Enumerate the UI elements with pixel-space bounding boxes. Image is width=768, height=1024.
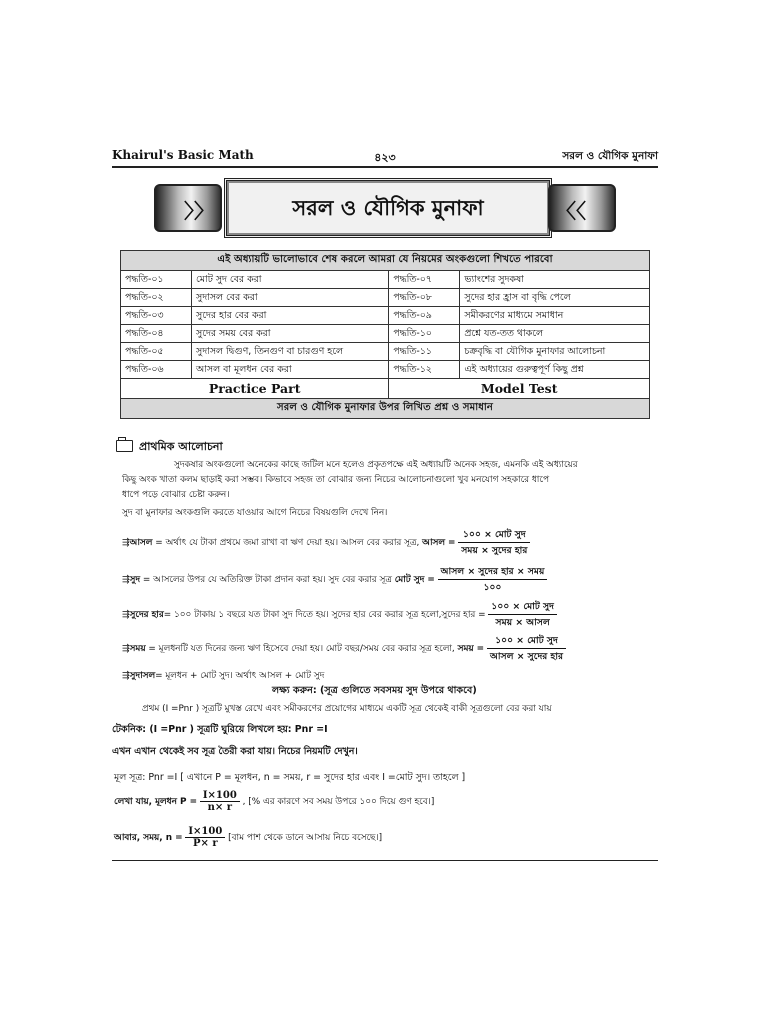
def-text: = মূলধনটি যত দিনের জন্য ঋণ হিসেবে দেয়া হয়। মোট বছর/সময় বের করার সূত্র হলো, xyxy=(145,644,458,654)
method-code: পদ্ধতি-০৭ xyxy=(389,271,460,289)
model-test-label: Model Test xyxy=(389,379,650,399)
page-header xyxy=(112,146,658,168)
written-questions-heading: সরল ও যৌগিক মুনাফার উপর লিখিত প্রশ্ন ও সমাধান xyxy=(121,399,650,419)
def-text: = মূলধন + মোট সুদ। অর্থাৎ আসল + মোট সুদ xyxy=(155,671,325,681)
table-row xyxy=(121,361,650,379)
pointer-icon: ⇶ xyxy=(122,644,130,654)
method-code: পদ্ধতি-০৯ xyxy=(389,307,460,325)
derive-time xyxy=(114,826,644,849)
method-code: পদ্ধতি-০১ xyxy=(121,271,192,289)
chevron-left-icon: 〈〈 xyxy=(556,199,586,223)
note-prothom: প্রথম (I =Pnr ) সূত্রটি মুখস্ত রেখে এবং সমীকরণের প্রয়োগের মাধ্যমে একটি সূত্র থেকেই বাকী সূত্রগুলো বের করা যায় xyxy=(142,704,552,714)
folder-icon xyxy=(116,440,133,452)
method-code: পদ্ধতি-০৩ xyxy=(121,307,192,325)
method-code: পদ্ধতি-০৬ xyxy=(121,361,192,379)
banner-right-arrow xyxy=(548,184,616,232)
topics-heading: এই অধ্যায়টি ভালোভাবে শেষ করলে আমরা যে নিয়মের অংকগুলো শিখতে পারবো xyxy=(121,251,650,271)
method-code: পদ্ধতি-১০ xyxy=(389,325,460,343)
denominator: সময় × সুদের হার xyxy=(461,545,528,556)
table-row xyxy=(121,307,650,325)
intro-line-2: কিছু অংক খাতা কলম ছাড়াই করা সম্ভব। কিভাবে সহজ তা বোঝার জন্য নিচের আলোচনাগুলো খুব মনযোগ সহকারে ধাপে xyxy=(122,475,549,485)
def-text: = ১০০ টাকায় ১ বছরে যত টাকা সুদ দিতে হয়। সুদের হার বের করার সূত্র হলো,সুদের হার = xyxy=(163,610,486,620)
intro-line-4: সুদ বা মুনাফার অংকগুলি করতে যাওয়ার আগে নিচের বিষয়গুলি দেখে নিন। xyxy=(122,508,388,518)
chevron-right-icon: 〉〉 xyxy=(184,199,214,223)
intro-line-3: ধাপে পড়ে বোঝার চেষ্টা করুন। xyxy=(122,490,230,500)
denominator: আসল × সুদের হার xyxy=(489,651,564,662)
chapter-title: সরল ও যৌগিক মুনাফা xyxy=(292,196,484,220)
numerator: I×100 xyxy=(185,826,225,838)
method-name: সুদাসল দ্বিগুণ, তিনগুণ বা চারগুণ হলে xyxy=(192,343,389,361)
note-ekhon: এখন এখান থেকেই সব সূত্র তৈরী করা যায়। নিচের নিয়মটি দেখুন। xyxy=(112,746,358,757)
method-name: সমীকরণের মাধ্যমে সমাধান xyxy=(460,307,650,325)
def-term: সুদ xyxy=(129,575,141,585)
pointer-icon: ⇶ xyxy=(122,671,130,681)
method-code: পদ্ধতি-০৫ xyxy=(121,343,192,361)
method-name: সুদের হার হ্রাস বা বৃদ্ধি পেলে xyxy=(460,289,650,307)
pointer-icon: ⇶ xyxy=(122,575,130,585)
def-har xyxy=(122,599,652,630)
numerator: ১০০ × মোট সুদ xyxy=(458,527,530,543)
note-technique: টেকনিক: (I =Pnr ) সূত্রটি ঘুরিয়ে লিখলে হয়: Pnr =I xyxy=(112,724,328,735)
method-name: আসল বা মূলধন বের করা xyxy=(192,361,389,379)
method-code: পদ্ধতি-০২ xyxy=(121,289,192,307)
numerator: I×100 xyxy=(200,790,240,802)
note-mul-sutro: মূল সূত্র: Pnr =I [ এখানে P = মূলধন, n = সময়, r = সুদের হার এবং I =মোট সুদ। তাহলে ] xyxy=(114,772,466,783)
method-code: পদ্ধতি-১২ xyxy=(389,361,460,379)
table-row xyxy=(121,271,650,289)
method-name: মোট সুদ বের করা xyxy=(192,271,389,289)
page-number: ৪২৩ xyxy=(374,151,396,164)
pointer-icon: ⇶ xyxy=(122,610,130,620)
formula-lhs: সময় = xyxy=(457,644,485,654)
method-code: পদ্ধতি-১১ xyxy=(389,343,460,361)
numerator: ১০০ × মোট সুদ xyxy=(488,599,557,615)
formula-fraction xyxy=(185,826,225,849)
numerator: ১০০ × মোট সুদ xyxy=(487,633,566,649)
formula-lhs: লেখা যায়, মূলধন P = xyxy=(114,797,198,807)
method-name: সুদের সময় বের করা xyxy=(192,325,389,343)
method-name: প্রশ্নে যত-তত থাকলে xyxy=(460,325,650,343)
section-title: প্রাথমিক আলোচনা xyxy=(139,440,223,453)
derive-note: , [% এর কারণে সব সময় উপরে ১০০ দিয়ে গুণ হবে।] xyxy=(242,797,435,807)
formula-fraction xyxy=(438,564,548,595)
def-text: = অর্থাৎ যে টাকা প্রথমে জমা রাখা বা ঋণ দেয়া হয়। আসল বের করার সূত্র, xyxy=(152,538,423,548)
formula-fraction xyxy=(487,633,566,664)
topics-table xyxy=(120,250,650,419)
intro-line-1: সুদকষার অংকগুলো অনেকের কাছে জটিল মনে হলেও প্রকৃতপক্ষে এই অধ্যায়টি অনেক সহজ, এমনকি এই অধ্যায়ের xyxy=(174,460,578,470)
method-code: পদ্ধতি-০৪ xyxy=(121,325,192,343)
page-footer-rule xyxy=(112,860,658,861)
formula-fraction xyxy=(200,790,240,813)
def-sud xyxy=(122,564,652,595)
def-term: সময় xyxy=(129,644,146,654)
formula-lhs: আবার, সময়, n = xyxy=(114,833,183,843)
numerator: আসল × সুদের হার × সময় xyxy=(438,564,548,580)
method-name: সুদের হার বের করা xyxy=(192,307,389,325)
chapter-banner xyxy=(112,178,658,236)
def-term: সুদাসল xyxy=(129,671,156,681)
formula-lhs: মোট সুদ = xyxy=(394,575,435,585)
def-term: সুদের হার xyxy=(129,610,164,620)
pointer-icon: ⇶ xyxy=(122,538,130,548)
method-name: ভ্যাংশের সুদকষা xyxy=(460,271,650,289)
def-text: = আসলের উপর যে অতিরিক্ত টাকা প্রদান করা হয়। সুদ বের করার সূত্র xyxy=(140,575,395,585)
method-name: এই অধ্যায়ের গুরুত্বপূর্ণ কিছু প্রশ্ন xyxy=(460,361,650,379)
method-name: সুদাসল বের করা xyxy=(192,289,389,307)
formula-lhs: আসল = xyxy=(422,538,456,548)
derive-note: [বাম পাশ থেকে ডানে আসায় নিচে বসেছে।] xyxy=(228,833,383,843)
def-sudasol xyxy=(122,668,652,683)
practice-part-label: Practice Part xyxy=(121,379,389,399)
def-asol xyxy=(122,527,652,558)
table-row xyxy=(121,289,650,307)
formula-fraction xyxy=(458,527,530,558)
denominator: ১০০ xyxy=(483,582,502,593)
def-somoy xyxy=(122,633,652,664)
chapter-name: সরল ও যৌগিক মুনাফা xyxy=(562,150,658,162)
def-term: আসল xyxy=(129,538,153,548)
banner-left-arrow xyxy=(154,184,222,232)
banner-title-box xyxy=(224,178,552,238)
note-lokkho: লক্ষ্য করুন: (সূত্র গুলিতে সবসময় সুদ উপরে থাকবে) xyxy=(272,685,477,696)
table-row xyxy=(121,325,650,343)
method-code: পদ্ধতি-০৮ xyxy=(389,289,460,307)
book-title: Khairul's Basic Math xyxy=(112,148,254,162)
denominator: P× r xyxy=(193,838,218,849)
denominator: সময় × আসল xyxy=(495,617,550,628)
denominator: n× r xyxy=(207,802,233,813)
section-heading xyxy=(116,438,223,457)
method-name: চক্রবৃদ্ধি বা যৌগিক মুনাফার আলোচনা xyxy=(460,343,650,361)
table-row xyxy=(121,343,650,361)
formula-fraction xyxy=(488,599,557,630)
derive-principal xyxy=(114,790,644,813)
